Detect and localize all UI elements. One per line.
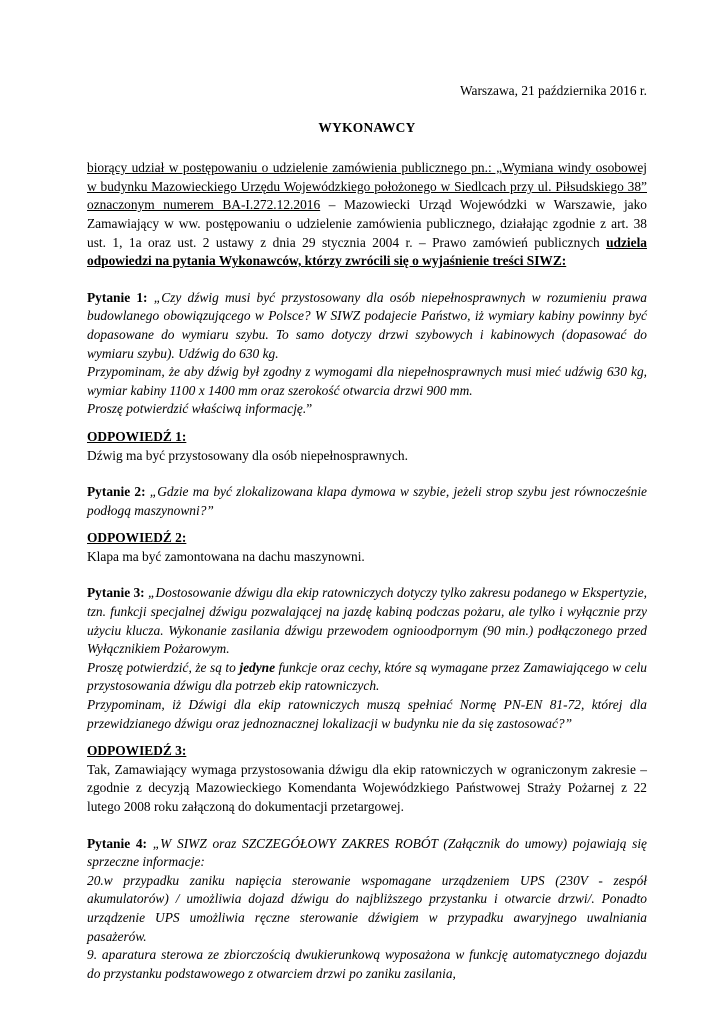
- intro-bold: udziela odpowiedzi na pytania Wykonawców, którzy zwrócili się o wyjaśnienie treści SIWZ:: [87, 234, 647, 269]
- question-1-line2: Przypominam, że aby dźwig był zgodny z wymogami dla niepełnosprawnych musi mieć udźwig 630 kg, wymiar kabiny 1100 x 1400 mm oraz szerokość otwarcia drzwi 900 mm.: [87, 364, 647, 398]
- document-page: [87, 82, 647, 983]
- question-3-emphasis: jedyne: [239, 659, 276, 675]
- question-3-line2a: Proszę potwierdzić, że są to: [87, 659, 240, 675]
- question-1-line3: Proszę potwierdzić właściwą informację.: [87, 401, 307, 417]
- intro-plain: – Mazowiecki Urząd Wojewódzki w Warszawie, jako Zamawiający w ww. postępowaniu o udzielenie zamówienia publicznego, działając zgodnie z art. 38 ust. 1, 1a oraz ust. 2 ustawy z dnia 29 stycznia 2004 r. – Prawo zamówień publicznych: [87, 197, 647, 250]
- answer-1-text: Dźwig ma być przystosowany dla osób niepełnosprawnych.: [87, 447, 408, 463]
- question-1-close: ”: [306, 401, 313, 417]
- question-4-line2: 20.w przypadku zaniku napięcia sterowanie wspomagane urządzeniem UPS (230V - zespół akumulatorów) / umożliwia dojazd dźwigu do najbliższego przystanku i otwarcie drzwi/. Ponadto urządzenie UPS umożliwia ręczne sterowanie dźwigiem w przypadku awaryjnego uwalniania pasażerów.: [87, 872, 647, 944]
- question-3-line2c: funkcje oraz cechy, które są wymagane przez Zamawiającego w celu przystosowania dźwigu dla potrzeb ekip ratowniczych.: [87, 659, 647, 694]
- answer-2-text: Klapa ma być zamontowana na dachu maszynowni.: [87, 548, 365, 564]
- question-4-label: Pytanie 4:: [87, 835, 148, 851]
- answer-1-label: ODPOWIEDŹ 1:: [87, 428, 187, 444]
- intro-paragraph: [87, 159, 647, 271]
- question-4-line3: 9. aparatura sterowa ze zbiorczością dwukierunkową wyposażona w funkcję automatycznego dojazdu do przystanku podstawowego z otwarciem drzwi po zaniku zasilania,: [87, 947, 647, 981]
- question-3: [87, 584, 647, 733]
- question-3-line3: Przypominam, iż Dźwigi dla ekip ratowniczych muszą spełniać Normę PN-EN 81-72, której dla przewidzianego dźwigu oraz jednoznacznej lokalizacji w budynku nie da się zastosować?”: [87, 697, 647, 731]
- question-3-text: „Dostosowanie dźwigu dla ekip ratowniczych dotyczy tylko zakresu podanego w Ekspertyzie, tzn. funkcji specjalnej dźwigu pozwalającej na jazdę kabiną podczas pożaru, ale tylko i wyłącznie przy użyciu klucza. Wykonanie zasilania dźwigu przewodem ognioodpornym (90 min.) podłączonego przed Wyłącznikiem Pożarowym.: [87, 585, 647, 657]
- document-title: WYKONAWCY: [318, 119, 416, 135]
- question-3-label: Pytanie 3:: [87, 585, 145, 601]
- answer-1: [87, 428, 647, 465]
- question-1-text: „Czy dźwig musi być przystosowany dla osób niepełnosprawnych w rozumieniu prawa budowlanego obowiązującego w Polsce? W SIWZ podajecie Państwo, iż wymiary kabiny powinny być dopasowane do wymiaru szybu. To samo dotyczy drzwi szybowych i kabinowych (dopasować do wymiaru szybu). Udźwig do 630 kg.: [87, 289, 647, 361]
- question-4: [87, 835, 647, 984]
- question-1: [87, 289, 647, 419]
- document-date: Warszawa, 21 października 2016 r.: [459, 83, 647, 98]
- answer-2: [87, 529, 647, 566]
- question-2-label: Pytanie 2:: [87, 484, 146, 500]
- intro-underlined: biorący udział w postępowaniu o udzielenie zamówienia publicznego pn.: „Wymiana windy osobowej w budynku Mazowieckiego Urzędu Wojewódzkiego położonego w Siedlcach przy ul. Piłsudskiego 38” oznaczonym numerem BA-I.272.12.2016: [87, 160, 647, 213]
- answer-2-label: ODPOWIEDŹ 2:: [87, 530, 187, 546]
- answer-3-label: ODPOWIEDŹ 3:: [87, 743, 187, 759]
- question-2-text: „Gdzie ma być zlokalizowana klapa dymowa w szybie, jeżeli strop szybu jest równocześnie podłogą maszynowni?”: [87, 484, 647, 518]
- question-1-label: Pytanie 1:: [87, 289, 148, 305]
- question-4-text: „W SIWZ oraz SZCZEGÓŁOWY ZAKRES ROBÓT (Załącznik do umowy) pojawiają się sprzeczne informacje:: [87, 835, 647, 870]
- question-2: [87, 483, 647, 520]
- answer-3: [87, 742, 647, 816]
- answer-3-text: Tak, Zamawiający wymaga przystosowania dźwigu dla ekip ratowniczych w ograniczonym zakresie – zgodnie z decyzją Mazowieckiego Komendanta Wojewódzkiego Państwowej Straży Pożarnej z 22 lutego 2008 roku załączoną do dokumentacji przetargowej.: [87, 761, 647, 814]
